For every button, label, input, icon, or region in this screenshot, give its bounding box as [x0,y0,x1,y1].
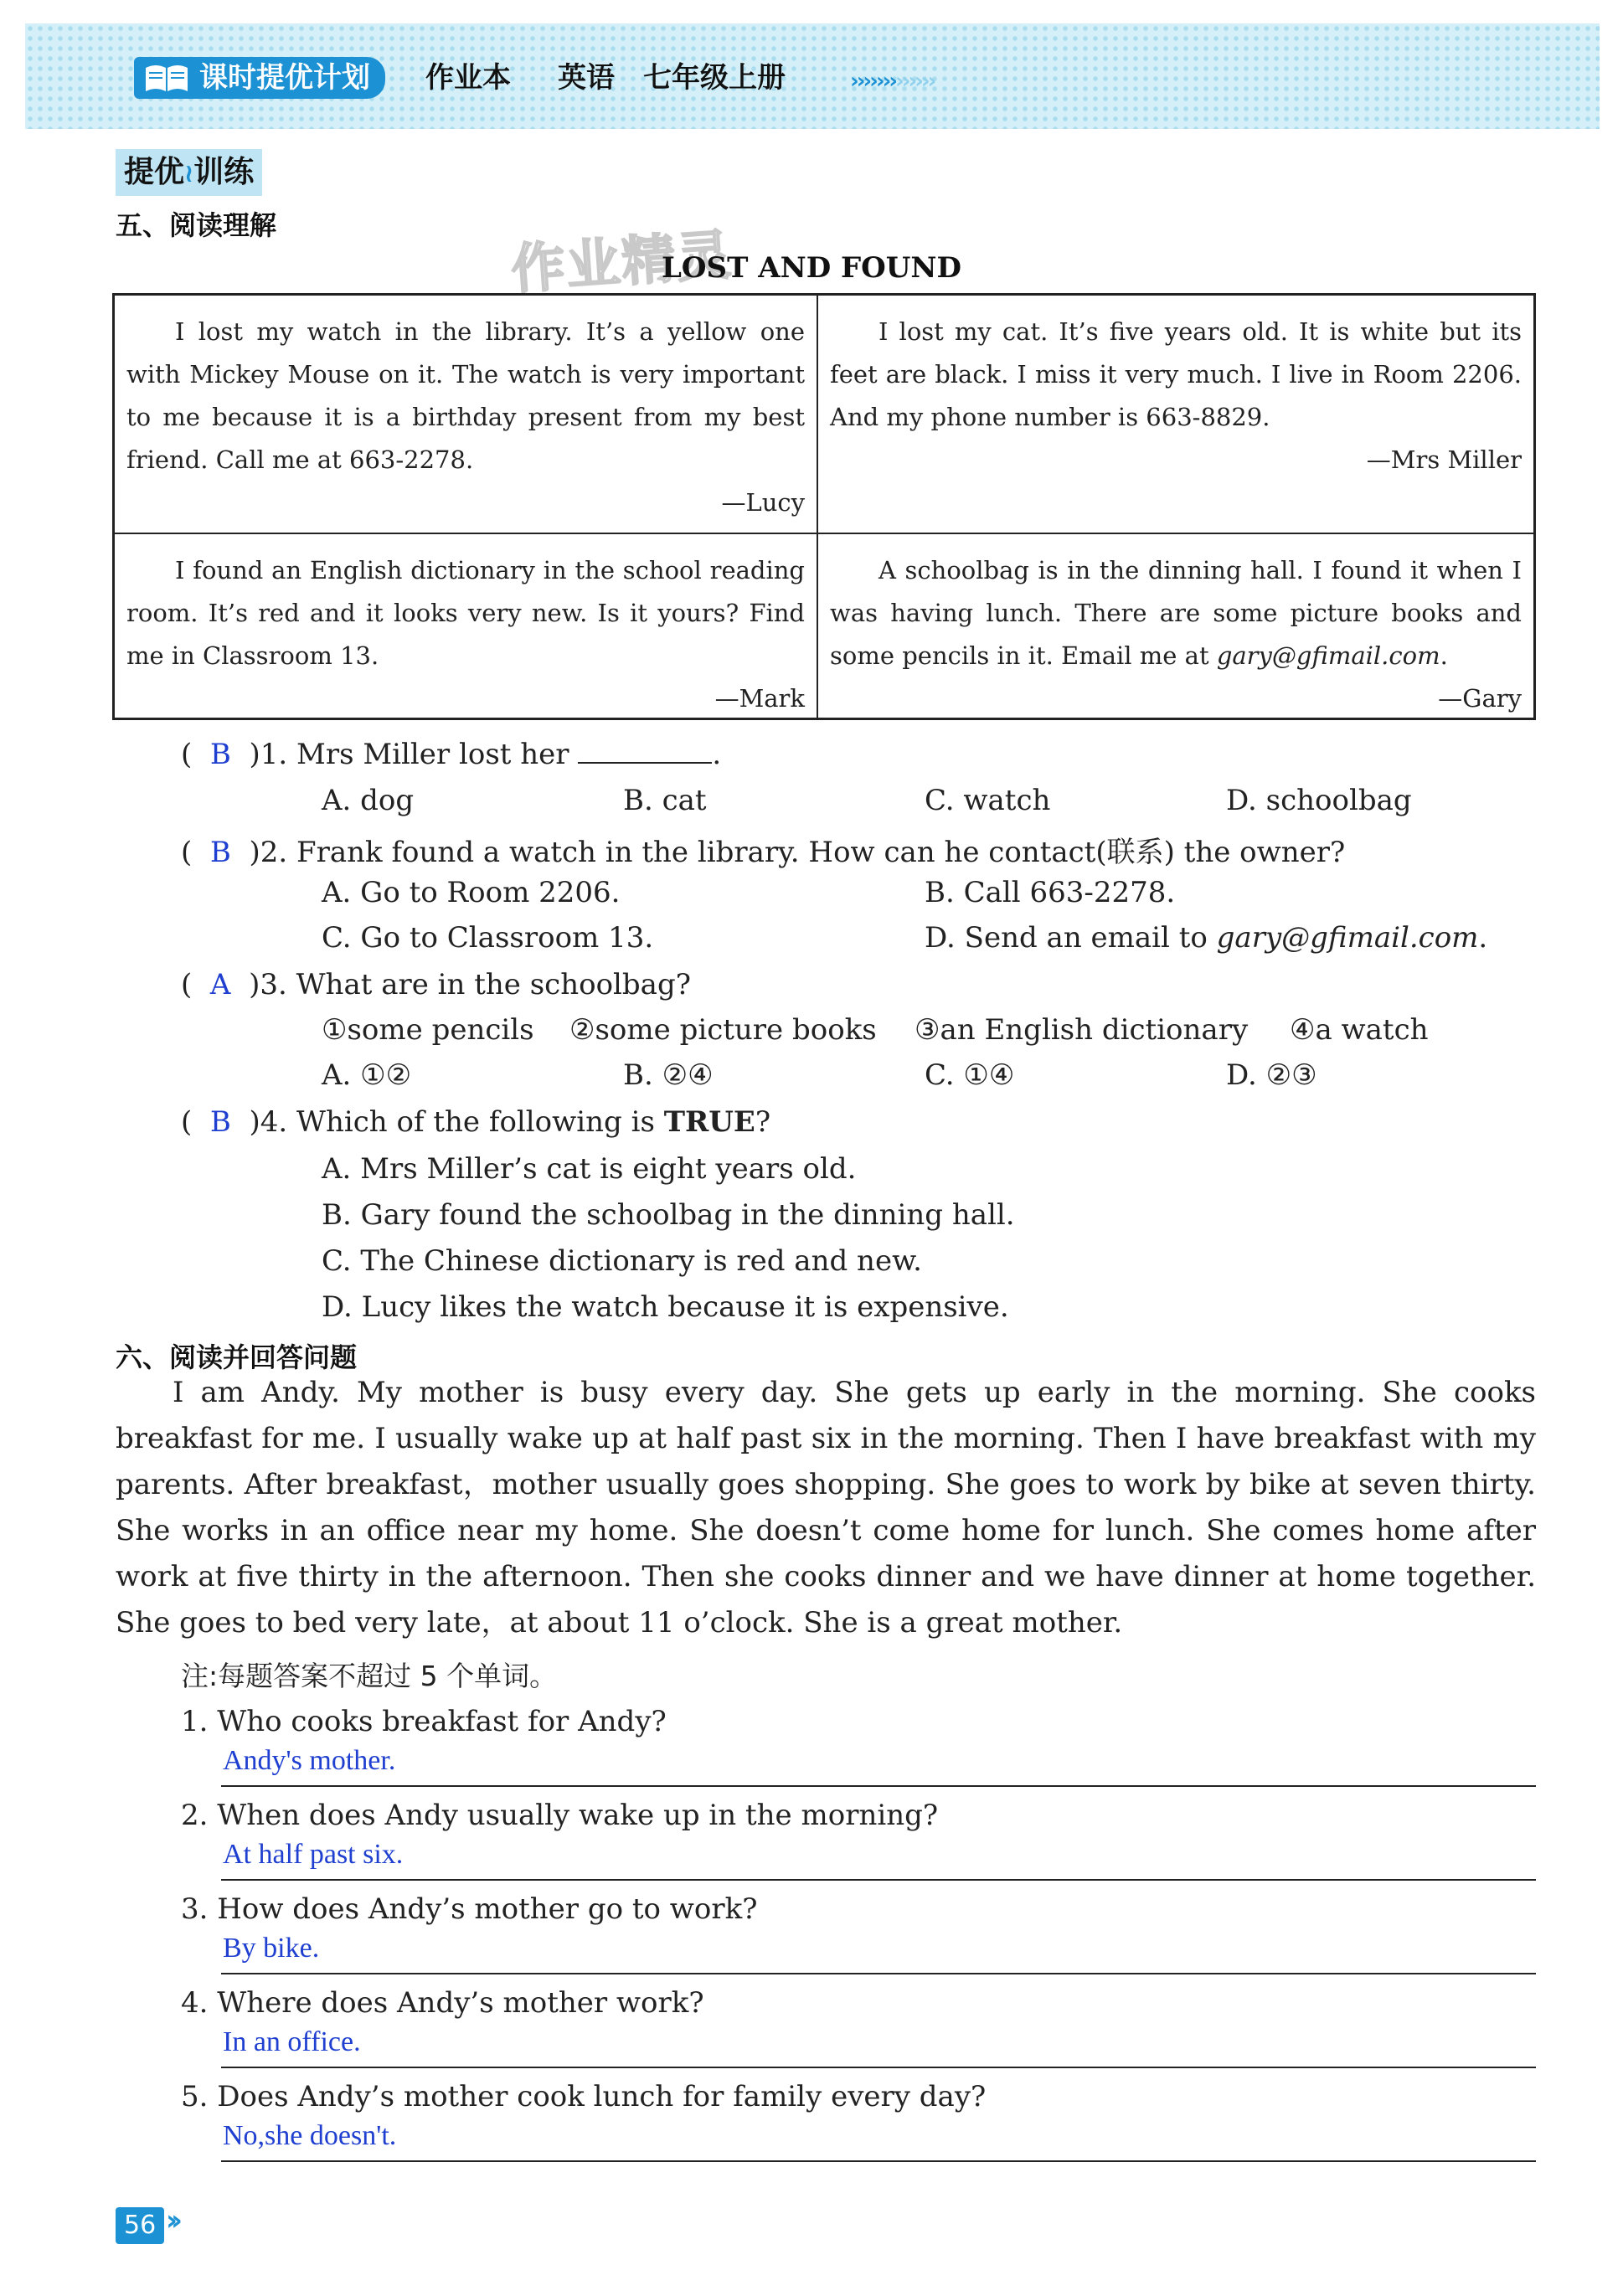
email-address: gary@gfimail.com [1216,921,1479,955]
answer-choice: A [209,968,231,1001]
qa-answer: No,she doesn't. [223,2120,397,2151]
qa-answer: At half past six. [223,1839,404,1870]
grade: 七年级上册 [643,61,786,95]
notice-mark [115,534,818,718]
option: B. cat [623,784,707,817]
header-banner [25,23,1600,129]
qa-answer: Andy's mother. [223,1745,396,1776]
qa-answer: In an office. [223,2026,361,2057]
answer-note: 注:每题答案不超过 5 个单词。 [181,1660,558,1692]
section5-heading: 五、阅读理解 [116,209,277,241]
brand-title: 课时提优计划 [199,61,370,95]
notice-gary [818,534,1533,718]
question-number: 2. [260,836,288,869]
question-text: Mrs Miller lost her [296,738,579,771]
option: A. Mrs Miller’s cat is eight years old. [322,1152,857,1186]
option-d [925,921,1487,955]
question-text: Frank found a watch in the library. How can he contact(联系) the owner? [296,836,1346,869]
question-text: Which of the following is [296,1105,664,1139]
item: ②some picture books [569,1013,877,1047]
item: ①some pencils [322,1013,534,1047]
book-type: 作业本 [425,61,511,95]
answer-line [221,2160,1536,2162]
answer-choice: B [209,836,231,869]
answer-line [221,1973,1536,1974]
qa-answer: By bike. [223,1933,320,1964]
question-number: 1. [260,738,288,771]
chevron-icon: ›› [166,2204,177,2237]
notice-signature: —Gary [1438,684,1522,713]
answer-blank [578,737,712,764]
email-address: gary@gfimail.com [1216,641,1440,670]
option: B. ②④ [623,1058,714,1092]
section-tag-left: 提优 [124,155,185,189]
qa-question: 3. How does Andy’s mother go to work? [181,1892,758,1926]
question-text-end: . [712,738,722,771]
subject: 英语 [558,61,615,95]
notice-text-part: A schoolbag is in the dinning hall. I found it when I was having lunch. There are some picture books and some pencils in it. Email me at [830,556,1522,670]
answer-choice: B [209,738,231,771]
option: D. Lucy likes the watch because it is expensive. [322,1290,1009,1324]
question-number: 3. [260,968,287,1001]
notice-text: I found an English dictionary in the school reading room. It’s red and it looks very new. Is it yours? Find me in Classroom 13. [126,556,805,670]
notice-signature: —Mrs Miller [1366,445,1522,474]
notice-signature: —Mark [714,684,805,713]
answer-line [221,2067,1536,2068]
option: B. Call 663-2278. [925,876,1176,909]
answer-line [221,1879,1536,1881]
lost-found-notices [112,293,1536,720]
option: D. schoolbag [1226,784,1412,817]
notice-text: I lost my watch in the library. It’s a yellow one with Mickey Mouse on it. The watch is very important to me because it is a birthday present from my best friend. Call me at 663-2278. [126,317,805,474]
open-book-icon [142,61,191,95]
wave-icon: ≀ [184,159,194,188]
question-bold: TRUE [663,1105,755,1139]
notice-text-end: . [1440,641,1448,670]
option-text: D. Send an email to [925,921,1217,955]
option-end: . [1478,921,1488,955]
qa-question: 4. Where does Andy’s mother work? [181,1986,704,2020]
notice-lucy [115,296,818,534]
section6-heading: 六、阅读并回答问题 [116,1341,358,1373]
option: C. watch [925,784,1051,817]
answer-line [221,1785,1536,1787]
question-1: ( B )1. Mrs Miller lost her . [181,738,722,771]
option: C. The Chinese dictionary is red and new. [322,1244,922,1278]
question-4: ( B )4. Which of the following is TRUE? [181,1105,771,1139]
item: ③an English dictionary [915,1013,1249,1047]
qa-question: 1. Who cooks breakfast for Andy? [181,1705,667,1738]
passage-title: LOST AND FOUND [662,251,961,285]
answer-choice: B [209,1105,231,1139]
section-tag-right: 训练 [193,155,255,189]
notice-text [830,549,1522,677]
question-number: 4. [260,1105,288,1139]
option: C. ①④ [925,1058,1015,1092]
watermark: 作业精灵 [509,224,734,302]
option: A. Go to Room 2206. [322,876,621,909]
notice-signature: —Lucy [721,488,805,517]
question-text: What are in the schoolbag? [296,968,691,1001]
qa-question: 5. Does Andy’s mother cook lunch for family every day? [181,2080,987,2113]
option: A. ①② [322,1058,412,1092]
brand-badge [134,57,385,99]
notice-mrs-miller [818,296,1533,534]
option: A. dog [322,784,415,817]
chevron-decoration-icon: ››››››››››››› [850,69,935,94]
question-3: ( A )3. What are in the schoolbag? [181,968,691,1001]
section-tag [116,149,262,196]
qa-question: 2. When does Andy usually wake up in the morning? [181,1799,939,1832]
option: C. Go to Classroom 13. [322,921,654,955]
notice-text: I lost my cat. It’s five years old. It is white but its feet are black. I miss it very much. I live in Room 2206. And my phone number is 663-8829. [830,317,1522,431]
page-number: 56 [116,2207,164,2244]
option: B. Gary found the schoolbag in the dinning hall. [322,1198,1015,1232]
item: ④a watch [1290,1013,1429,1047]
andy-passage: I am Andy. My mother is busy every day. She gets up early in the morning. She cooks breakfast for me. I usually wake up at half past six in the morning. Then I have breakfast with my parents. After breakfast，mother usually goes shopping. She goes to work by bike at seven thirty. She works in an office near my home. She doesn’t come home for lunch. She comes home after work at five thirty in the afternoon. Then she cooks dinner and we have dinner at home together. She goes to bed very late，at about 11 o’clock. She is a great mother. [116,1376,1536,1640]
option: D. ②③ [1226,1058,1317,1092]
question-2: ( B )2. Frank found a watch in the library. How can he contact(联系) the owner? [181,836,1346,869]
question-text-end: ? [755,1105,771,1139]
